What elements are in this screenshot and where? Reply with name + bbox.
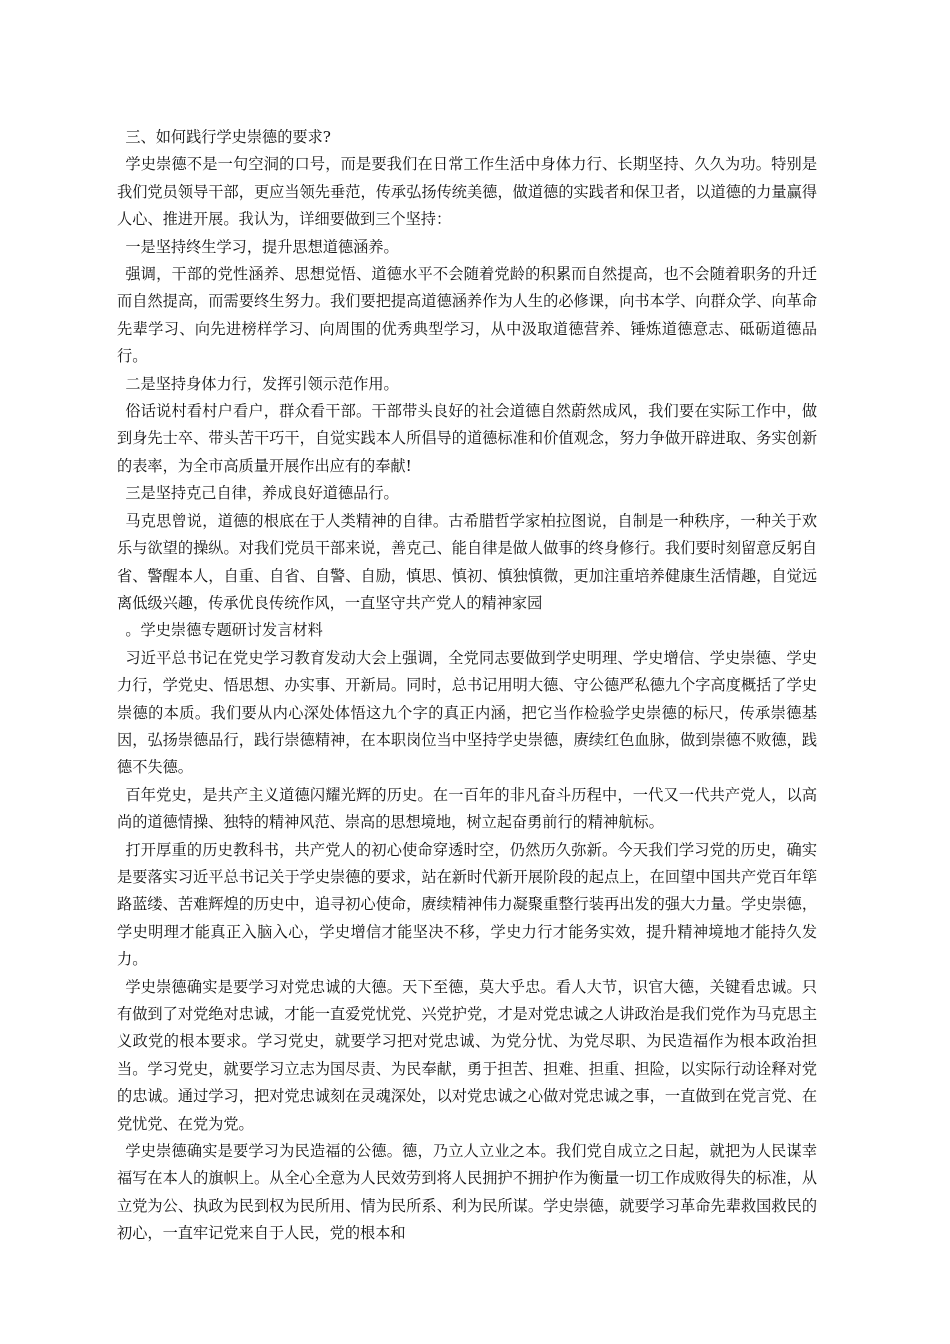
paragraph: 学史崇德不是一句空洞的口号，而是要我们在日常工作生活中身体力行、长期坚持、久久为功。特别是我们党员领导干部，更应当领先垂范，传承弘扬传统美德，做道德的实践者和保卫者，以道德的力量赢得人心、推进开展。我认为，详细要做到三个坚持： bbox=[117, 155, 817, 229]
document-body bbox=[117, 124, 817, 1248]
paragraph: 打开厚重的历史教科书，共产党人的初心使命穿透时空，仍然历久弥新。今天我们学习党的历史，确实是要落实习近平总书记关于学史崇德的要求，站在新时代新开展阶段的起点上，在回望中国共产党百年筚路蓝缕、苦难辉煌的历史中，追寻初心使命，赓续精神伟力凝聚重整行装再出发的强大力量。学史崇德，学史明理才能真正入脑入心，学史增信才能坚决不移，学史力行才能务实效，提升精神境地才能持久发力。 bbox=[117, 840, 817, 969]
paragraph: 强调，干部的党性涵养、思想觉悟、道德水平不会随着党龄的积累而自然提高，也不会随着职务的升迁而自然提高，而需要终生努力。我们要把提高道德涵养作为人生的必修课，向书本学、向群众学、向革命先辈学习、向先进榜样学习、向周围的优秀典型学习，从中汲取道德营养、锤炼道德意志、砥砺道德品行。 bbox=[117, 265, 817, 366]
paragraph: 俗话说村看村户看户，群众看干部。干部带头良好的社会道德自然蔚然成风，我们要在实际工作中，做到身先士卒、带头苦干巧干，自觉实践本人所倡导的道德标准和价值观念，努力争做开辟进取、务实创新的表率，为全市高质量开展作出应有的奉献! bbox=[117, 402, 817, 475]
paragraph: 学史崇德确实是要学习对党忠诚的大德。天下至德，莫大乎忠。看人大节，识官大德，关键看忠诚。只有做到了对党绝对忠诚，才能一直爱党忧党、兴党护党，才是对党忠诚之人讲政治是我们党作为马克思主义政党的根本要求。学习党史，就要学习把对党忠诚、为党分忧、为党尽职、为民造福作为根本政治担当。学习党史，就要学习立志为国尽责、为民奉献，勇于担苦、担难、担重、担险，以实际行动诠释对党的忠诚。通过学习，把对党忠诚刻在灵魂深处，以对党忠诚之心做对党忠诚之事，一直做到在党言党、在党忧党、在党为党。 bbox=[117, 977, 817, 1133]
subheading-3: 三是坚持克己自律，养成良好道德品行。 bbox=[125, 484, 399, 503]
paragraph: 马克思曾说，道德的根底在于人类精神的自律。古希腊哲学家柏拉图说，自制是一种秩序，一种关于欢乐与欲望的操纵。对我们党员干部来说，善克己、能自律是做人做事的终身修行。我们要时刻留意反躬自省、警醒本人，自重、自省、自警、自励，慎思、慎初、慎独慎微，更加注重培养健康生活情趣，自觉远离低级兴趣，传承优良传统作风，一直坚守共产党人的精神家园 bbox=[117, 511, 817, 612]
subheading-1: 一是坚持终生学习，提升思想道德涵养。 bbox=[125, 237, 399, 256]
document-title-line: 。学史崇德专题研讨发言材料 bbox=[125, 621, 323, 640]
subheading-2: 二是坚持身体力行，发挥引领示范作用。 bbox=[125, 374, 399, 393]
section-heading-3: 三、如何践行学史崇德的要求? bbox=[125, 128, 331, 146]
paragraph: 学史崇德确实是要学习为民造福的公德。德，乃立人立业之本。我们党自成立之日起，就把为人民谋幸福写在本人的旗帜上。从全心全意为人民效劳到将人民拥护不拥护作为衡量一切工作成败得失的标准，从立党为公、执政为民到权为民所用、情为民所系、利为民所谋。学史崇德，就要学习革命先辈救国救民的初心，一直牢记党来自于人民，党的根本和 bbox=[117, 1142, 817, 1243]
paragraph: 习近平总书记在党史学习教育发动大会上强调，全党同志要做到学史明理、学史增信、学史崇德、学史力行，学党史、悟思想、办实事、开新局。同时，总书记用明大德、守公德严私德九个字高度概括了学史崇德的本质。我们要从内心深处体悟这九个字的真正内涵，把它当作检验学史崇德的标尺，传承崇德基因，弘扬崇德品行，践行崇德精神，在本职岗位当中坚持学史崇德，赓续红色血脉，做到崇德不败德，践德不失德。 bbox=[117, 648, 817, 777]
paragraph: 百年党史，是共产主义道德闪耀光辉的历史。在一百年的非凡奋斗历程中，一代又一代共产党人，以高尚的道德情操、独特的精神风范、崇高的思想境地，树立起奋勇前行的精神航标。 bbox=[117, 785, 817, 832]
